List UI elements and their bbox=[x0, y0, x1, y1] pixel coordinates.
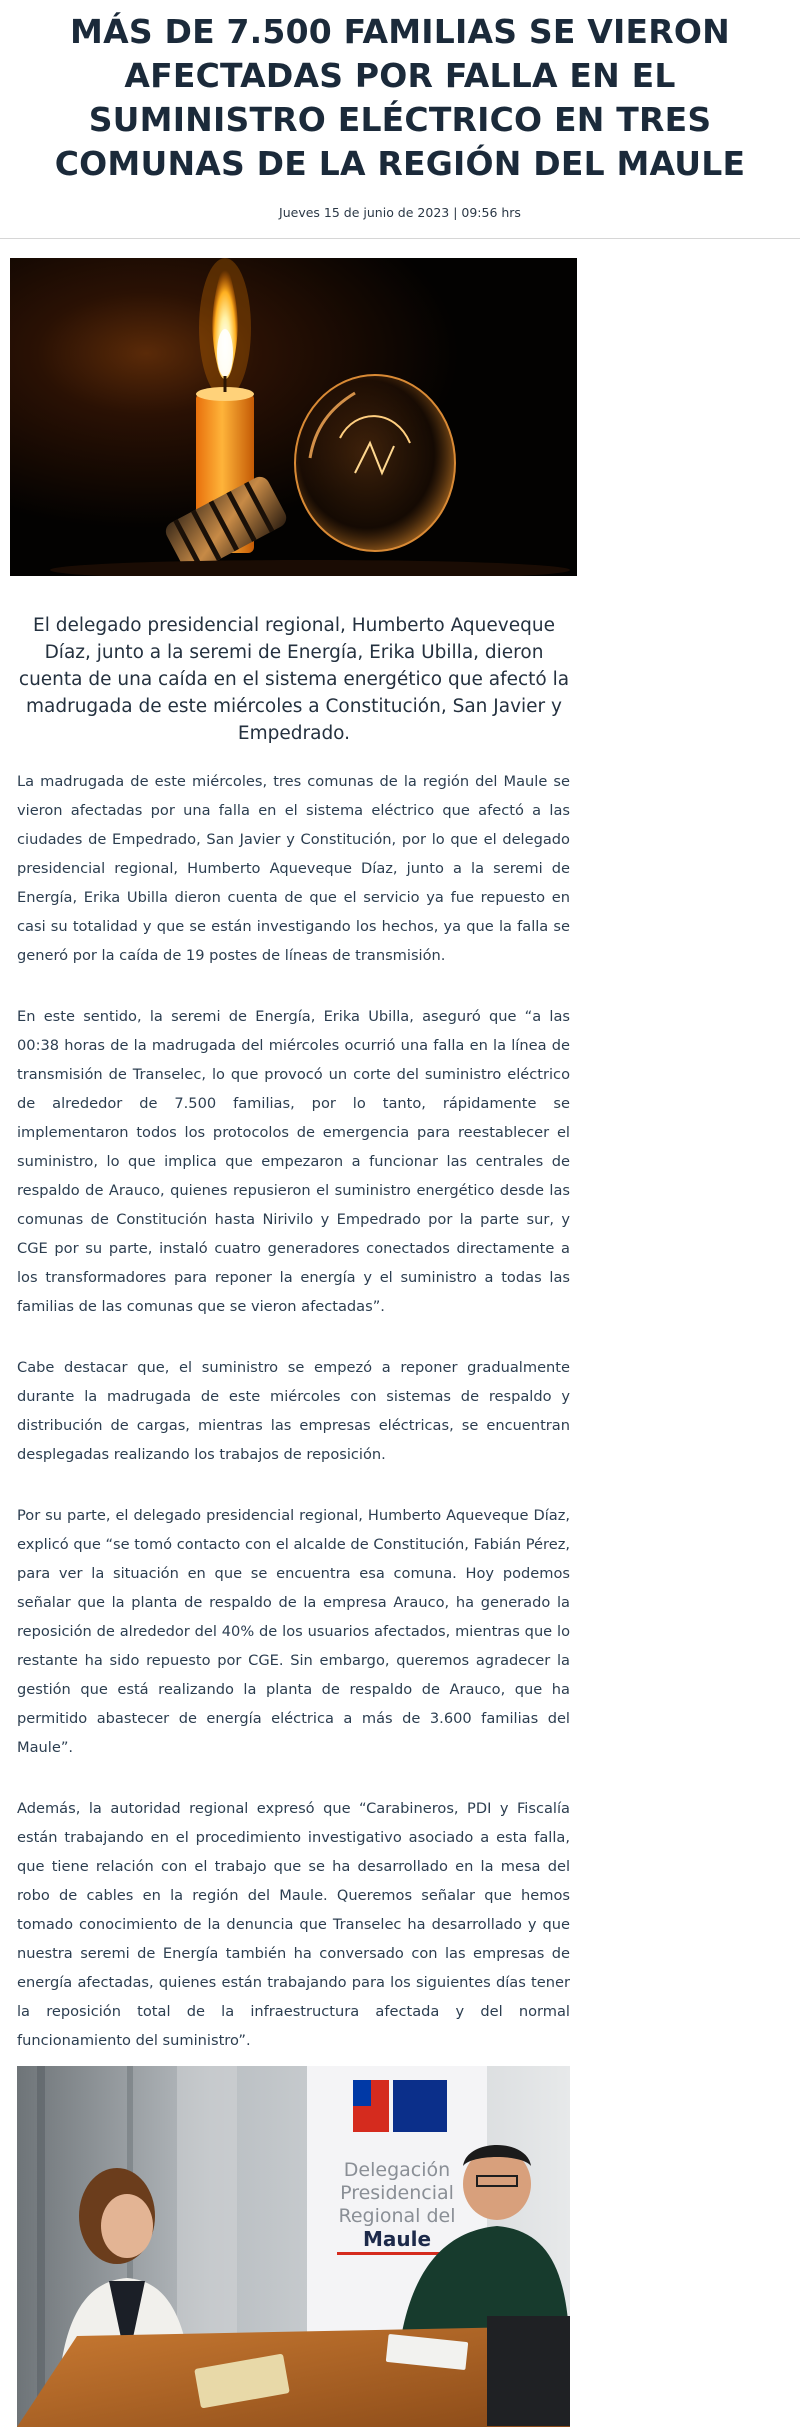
article-paragraph: Cabe destacar que, el suministro se empezó a reponer gradualmente durante la madrugada de este miércoles con sistemas de respaldo y distribución de cargas, mientras las empresas eléctricas, se encuentran desplegadas realizando los trabajos de reposición. bbox=[17, 1359, 570, 1463]
article-title: MÁS DE 7.500 FAMILIAS SE VIERON AFECTADAS POR FALLA EN EL SUMINISTRO ELÉCTRICO EN TRES COMUNAS DE LA REGIÓN DEL MAULE bbox=[54, 12, 746, 183]
meeting-photo bbox=[17, 2066, 570, 2427]
article-date: Jueves 15 de junio de 2023 | 09:56 hrs bbox=[279, 205, 521, 220]
article-paragraph: Por su parte, el delegado presidencial regional, Humberto Aqueveque Díaz, explicó que “se tomó contacto con el alcalde de Constitución, Fabián Pérez, para ver la situación en que se encuentra esa comuna. Hoy podemos señalar que la planta de respaldo de la empresa Arauco, ha generado la reposición de alrededor del 40% de los usuarios afectados, mientras que lo restante ha sido repuesto por CGE. Sin embargo, queremos agradecer la gestión que está realizando la planta de respaldo de Arauco, que ha permitido abastecer de energía eléctrica a más de 3.600 familias del Maule”. bbox=[17, 1507, 570, 1756]
article-paragraph: Además, la autoridad regional expresó que “Carabineros, PDI y Fiscalía están trabajando en el procedimiento investigativo asociado a esta falla, que tiene relación con el trabajo que se ha desarrollado en la mesa del robo de cables en la región del Maule. Queremos señalar que hemos tomado conocimiento de la denuncia que Transelec ha desarrollado y que nuestra seremi de Energía también ha conversado con las empresas de energía afectadas, quienes están trabajando para los siguientes días tener la reposición total de la infraestructura afectada y del normal funcionamiento del suministro”. bbox=[17, 1800, 570, 2049]
header-divider bbox=[0, 238, 800, 239]
article-paragraph: La madrugada de este miércoles, tres comunas de la región del Maule se vieron afectadas por una falla en el sistema eléctrico que afectó a las ciudades de Empedrado, San Javier y Constitución, por lo que el delegado presidencial regional, Humberto Aqueveque Díaz, junto a la seremi de Energía, Erika Ubilla dieron cuenta de que el servicio ya fue repuesto en casi su totalidad y que se están investigando los hechos, ya que la falla se generó por la caída de 19 postes de líneas de transmisión. bbox=[17, 773, 570, 964]
banner-line: Delegación bbox=[343, 2159, 451, 2181]
banner-line: Presidencial bbox=[340, 2182, 454, 2204]
banner-line: Regional del bbox=[338, 2205, 456, 2227]
article-paragraph: En este sentido, la seremi de Energía, Erika Ubilla, aseguró que “a las 00:38 horas de la madrugada del miércoles ocurrió una falla en la línea de transmisión de Transelec, lo que provocó un corte del suministro eléctrico de alrededor de 7.500 familias, por lo tanto, rápidamente se implementaron todos los protocolos de emergencia para reestablecer el suministro, lo que implica que empezaron a funcionar las centrales de respaldo de Arauco, quienes repusieron el suministro energético desde las comunas de Constitución hasta Nirivilo y Empedrado por la parte sur, y CGE por su parte, instaló cuatro generadores conectados directamente a los transformadores para reponer la energía y el suministro a todas las familias de las comunas que se vieron afectadas”. bbox=[17, 1008, 570, 1315]
hero-image-candle-and-bulb bbox=[10, 258, 577, 576]
article-lead: El delegado presidencial regional, Humberto Aqueveque Díaz, junto a la seremi de Energía, Erika Ubilla, dieron cuenta de una caída en el sistema energético que afectó la madrugada de este miércoles a Constitución, San Javier y Empedrado. bbox=[18, 615, 570, 744]
article-body bbox=[17, 767, 570, 2087]
banner-line: Maule bbox=[362, 2227, 432, 2251]
